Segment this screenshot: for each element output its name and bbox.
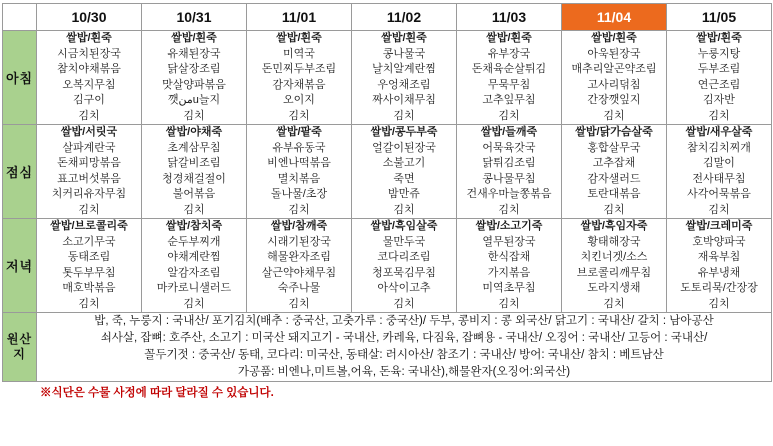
day-header-0: 10/30 bbox=[37, 4, 142, 31]
menu-item: 닭살장조림 bbox=[167, 63, 221, 75]
menu-item: 오이지 bbox=[283, 94, 315, 106]
menu-cell bbox=[37, 31, 142, 125]
menu-item: 시금치된장국 bbox=[57, 47, 121, 60]
menu-item: 브로콜리깨무침 bbox=[576, 266, 652, 279]
menu-cell bbox=[562, 219, 667, 313]
menu-item: 매호박볶음 bbox=[62, 282, 116, 294]
menu-item: 김치 bbox=[288, 297, 310, 310]
menu-item: 김치 bbox=[78, 203, 100, 216]
menu-item: 김치 bbox=[708, 109, 730, 122]
menu-item: 쌀밥/브로콜리죽 bbox=[50, 220, 128, 232]
menu-item: 김치 bbox=[78, 109, 100, 122]
menu-item: 쌀밥/흑임자죽 bbox=[580, 220, 648, 232]
menu-item: 김치 bbox=[183, 203, 205, 216]
menu-item: 쌀밥/소고기죽 bbox=[475, 220, 543, 232]
menu-item: 깻منu늘지 bbox=[167, 94, 221, 106]
menu-item: 김치 bbox=[603, 203, 625, 216]
menu-cell bbox=[247, 219, 352, 313]
menu-item: 돈채피망볶음 bbox=[57, 157, 121, 169]
menu-item: 두부조림 bbox=[697, 63, 741, 75]
meal-label-breakfast: 아침 bbox=[3, 31, 37, 125]
menu-item: 쌀밥/참치죽 bbox=[165, 220, 223, 232]
menu-item: 아욱된장국 bbox=[587, 47, 641, 60]
menu-item: 쌀밥/새우살죽 bbox=[685, 126, 753, 138]
origin-line: 가공품: 비엔나,미트볼,어육, 돈육: 국내산),해물완자(오징어:외국산) bbox=[237, 366, 571, 378]
menu-item: 살근약야채무침 bbox=[261, 266, 337, 279]
menu-item: 가지볶음 bbox=[487, 266, 531, 279]
menu-item: 매추리알곤약조림 bbox=[571, 63, 657, 75]
menu-item: 쌀밥/참깨죽 bbox=[270, 220, 328, 232]
menu-cell bbox=[562, 31, 667, 125]
header-corner bbox=[3, 4, 37, 31]
menu-item: 청포묵김무침 bbox=[372, 266, 436, 279]
day-header-4: 11/03 bbox=[457, 4, 562, 31]
menu-item: 간장깻잎지 bbox=[587, 94, 641, 106]
menu-item: 김치 bbox=[288, 203, 310, 216]
meal-label-lunch: 점심 bbox=[3, 125, 37, 219]
menu-item: 유부유동국 bbox=[272, 141, 326, 154]
menu-item: 재육부침 bbox=[697, 251, 741, 263]
table-row-origin bbox=[3, 313, 772, 382]
menu-item: 쌀밥/흰죽 bbox=[486, 32, 532, 44]
menu-item: 호박양파국 bbox=[692, 235, 746, 248]
menu-cell bbox=[457, 125, 562, 219]
menu-item: 쌀밥/흑임살죽 bbox=[370, 220, 438, 232]
menu-item: 맛살양파볶음 bbox=[162, 78, 226, 91]
menu-item: 쌀밥/흰죽 bbox=[276, 32, 322, 44]
menu-item: 김치 bbox=[708, 297, 730, 310]
menu-item: 쌀밥/서릿국 bbox=[60, 126, 118, 138]
menu-item: 돈민찌두부조림 bbox=[261, 63, 337, 75]
menu-item: 동태조림 bbox=[67, 251, 111, 263]
menu-cell bbox=[37, 125, 142, 219]
menu-item: 무묵무침 bbox=[487, 78, 531, 91]
menu-item: 쌀밥/흰죽 bbox=[381, 32, 427, 44]
menu-item: 소고기무국 bbox=[62, 235, 116, 248]
menu-item: 유채된장국 bbox=[167, 47, 221, 60]
menu-item: 쌀밥/야채죽 bbox=[165, 126, 223, 138]
table-row-lunch bbox=[3, 125, 772, 219]
menu-item: 콩나물무침 bbox=[482, 172, 536, 185]
menu-item: 사각어묵볶음 bbox=[687, 188, 751, 200]
menu-item: 김구이 bbox=[73, 94, 105, 106]
menu-item: 고사리덖침 bbox=[587, 78, 641, 91]
menu-cell bbox=[562, 125, 667, 219]
day-header-3: 11/02 bbox=[352, 4, 457, 31]
menu-item: 야채계란찜 bbox=[167, 251, 221, 263]
menu-item: 짜사이채무침 bbox=[372, 94, 436, 106]
menu-item: 숙주나물 bbox=[277, 282, 321, 294]
menu-item: 미역국 bbox=[283, 47, 315, 60]
meal-plan-sheet bbox=[0, 3, 773, 446]
menu-cell bbox=[247, 125, 352, 219]
table-header-row bbox=[3, 4, 772, 31]
menu-item: 비엔나떡볶음 bbox=[267, 157, 331, 169]
menu-item: 김치 bbox=[288, 109, 310, 122]
menu-cell bbox=[142, 125, 247, 219]
menu-cell bbox=[37, 219, 142, 313]
menu-item: 아삭이고추 bbox=[377, 282, 431, 294]
origin-line: 밥, 죽, 누룽지 : 국내산/ 포기김치(배추 : 중국산, 고춧가루 : 중국산)/ 두부, 콩비지 : 콩 외국산/ 닭고기 : 국내산/ 갈치 : 남아공산 bbox=[94, 315, 714, 327]
menu-item: 치킨너겟/소스 bbox=[580, 251, 648, 263]
menu-item: 참치야채볶음 bbox=[57, 63, 121, 75]
menu-item: 쌀밥/크레미죽 bbox=[685, 220, 753, 232]
menu-item: 김치 bbox=[393, 203, 415, 216]
menu-item: 돌나물/초장 bbox=[270, 188, 328, 200]
menu-cell bbox=[667, 219, 772, 313]
meal-plan-table bbox=[2, 3, 772, 382]
menu-item: 열무된장국 bbox=[482, 235, 536, 248]
menu-item: 코다리조림 bbox=[377, 251, 431, 263]
footnote: ※식단은 수물 사정에 따라 달라질 수 있습니다. bbox=[40, 387, 274, 399]
origin-info bbox=[37, 313, 772, 382]
table-row-dinner bbox=[3, 219, 772, 313]
menu-item: 알감자조림 bbox=[167, 266, 221, 279]
menu-item: 김치 bbox=[183, 109, 205, 122]
menu-item: 쌀밥/닭가슴살죽 bbox=[575, 126, 653, 138]
menu-cell bbox=[667, 125, 772, 219]
menu-item: 물만두국 bbox=[382, 235, 426, 248]
menu-item: 콩나물국 bbox=[382, 47, 426, 60]
menu-item: 죽면 bbox=[393, 172, 415, 185]
menu-item: 돈채육순살튀김 bbox=[471, 63, 547, 75]
menu-item: 살파계란국 bbox=[62, 141, 116, 154]
menu-item: 전사태무침 bbox=[692, 172, 746, 185]
menu-cell bbox=[457, 31, 562, 125]
menu-item: 마카로니샐러드 bbox=[156, 282, 232, 294]
menu-item: 김치 bbox=[78, 297, 100, 310]
menu-item: 건새우마늘쫑볶음 bbox=[466, 188, 552, 200]
menu-item: 쌀밥/흰죽 bbox=[696, 32, 742, 44]
menu-item: 김치 bbox=[498, 297, 520, 310]
menu-item: 김치 bbox=[183, 297, 205, 310]
menu-item: 토란대볶음 bbox=[587, 188, 641, 200]
menu-cell bbox=[247, 31, 352, 125]
menu-item: 한식잡채 bbox=[487, 251, 531, 263]
menu-item: 밤만쥬 bbox=[388, 188, 420, 200]
menu-item: 우엉채조림 bbox=[377, 78, 431, 91]
menu-item: 도토리묵/간장장 bbox=[680, 282, 758, 294]
meal-label-origin bbox=[3, 313, 37, 382]
menu-item: 순두부찌개 bbox=[167, 235, 221, 248]
menu-item: 닭갈비조림 bbox=[167, 157, 221, 169]
menu-item: 치커리유자무침 bbox=[51, 188, 127, 200]
menu-cell bbox=[352, 31, 457, 125]
menu-item: 누룽지탕 bbox=[697, 47, 741, 60]
menu-item: 김치 bbox=[603, 109, 625, 122]
menu-item: 고추잎무침 bbox=[482, 94, 536, 106]
day-header-2: 11/01 bbox=[247, 4, 352, 31]
menu-cell bbox=[352, 219, 457, 313]
menu-item: 고추잡채 bbox=[592, 157, 636, 169]
menu-item: 도라지생채 bbox=[587, 282, 641, 294]
menu-item: 김치 bbox=[708, 203, 730, 216]
day-header-5-today: 11/04 bbox=[562, 4, 667, 31]
menu-item: 쌀밥/콩두부죽 bbox=[370, 126, 438, 138]
menu-cell bbox=[667, 31, 772, 125]
menu-item: 톳두부무침 bbox=[62, 266, 116, 279]
menu-item: 미역초무침 bbox=[482, 282, 536, 294]
menu-item: 김자반 bbox=[703, 94, 735, 106]
menu-item: 어묵육갓국 bbox=[482, 141, 536, 154]
menu-item: 불어볶음 bbox=[172, 188, 216, 200]
menu-item: 유부냉채 bbox=[697, 266, 741, 279]
menu-item: 참치김치찌개 bbox=[687, 141, 751, 154]
menu-cell bbox=[352, 125, 457, 219]
menu-item: 쌀밥/들깨죽 bbox=[480, 126, 538, 138]
menu-item: 소불고기 bbox=[382, 157, 426, 169]
menu-item: 원산지 bbox=[6, 332, 33, 361]
origin-line: 꼴두기젓 : 중국산/ 동태, 코다리: 미국산, 동태살: 러시아산/ 참조기 : 국내산/ 방어: 국내산/ 참치 : 베트남산 bbox=[144, 349, 664, 361]
menu-item: 오복지무침 bbox=[62, 78, 116, 91]
menu-item: 쌀밥/흰죽 bbox=[171, 32, 217, 44]
menu-item: 날치알계란찜 bbox=[372, 63, 436, 75]
menu-cell bbox=[142, 31, 247, 125]
menu-item: 시래기된장국 bbox=[267, 235, 331, 248]
menu-item: 김치 bbox=[498, 203, 520, 216]
menu-item: 김치 bbox=[393, 297, 415, 310]
menu-item: 김말이 bbox=[703, 157, 735, 169]
day-header-1: 10/31 bbox=[142, 4, 247, 31]
menu-item: 쌀밥/흰죽 bbox=[66, 32, 112, 44]
menu-item: 감자샐러드 bbox=[587, 172, 641, 185]
menu-item: 해물완자조림 bbox=[267, 251, 331, 263]
day-header-6: 11/05 bbox=[667, 4, 772, 31]
menu-cell bbox=[142, 219, 247, 313]
menu-item: 감자채볶음 bbox=[272, 78, 326, 91]
menu-item: 쌀밥/흰죽 bbox=[591, 32, 637, 44]
menu-item: 연근조림 bbox=[697, 78, 741, 91]
menu-item: 표고버섯볶음 bbox=[57, 172, 121, 185]
menu-item: 황태해장국 bbox=[587, 235, 641, 248]
origin-line: 쇠사살, 잡뼈: 호주산, 소고기 : 미국산 돼지고기 - 국내산, 카레육, 다짐육, 잡뼈용 - 국내산/ 오징어 : 국내산/ 고등어 : 국내산/ bbox=[100, 332, 708, 344]
menu-item: 김치 bbox=[393, 109, 415, 122]
menu-item: 얼갈이된장국 bbox=[372, 141, 436, 154]
menu-item: 멸치볶음 bbox=[277, 172, 321, 185]
menu-item: 닭튀김조림 bbox=[482, 157, 536, 169]
menu-item: 청경채걸절이 bbox=[162, 172, 226, 185]
menu-item: 쌀밥/팥죽 bbox=[276, 126, 322, 138]
menu-item: 홍합살무국 bbox=[587, 141, 641, 154]
menu-item: 김치 bbox=[603, 297, 625, 310]
menu-item: 초계삼무침 bbox=[167, 141, 221, 154]
menu-cell bbox=[457, 219, 562, 313]
meal-label-dinner: 저녁 bbox=[3, 219, 37, 313]
menu-item: 김치 bbox=[498, 109, 520, 122]
menu-item: 유부장국 bbox=[487, 47, 531, 60]
table-row-breakfast bbox=[3, 31, 772, 125]
